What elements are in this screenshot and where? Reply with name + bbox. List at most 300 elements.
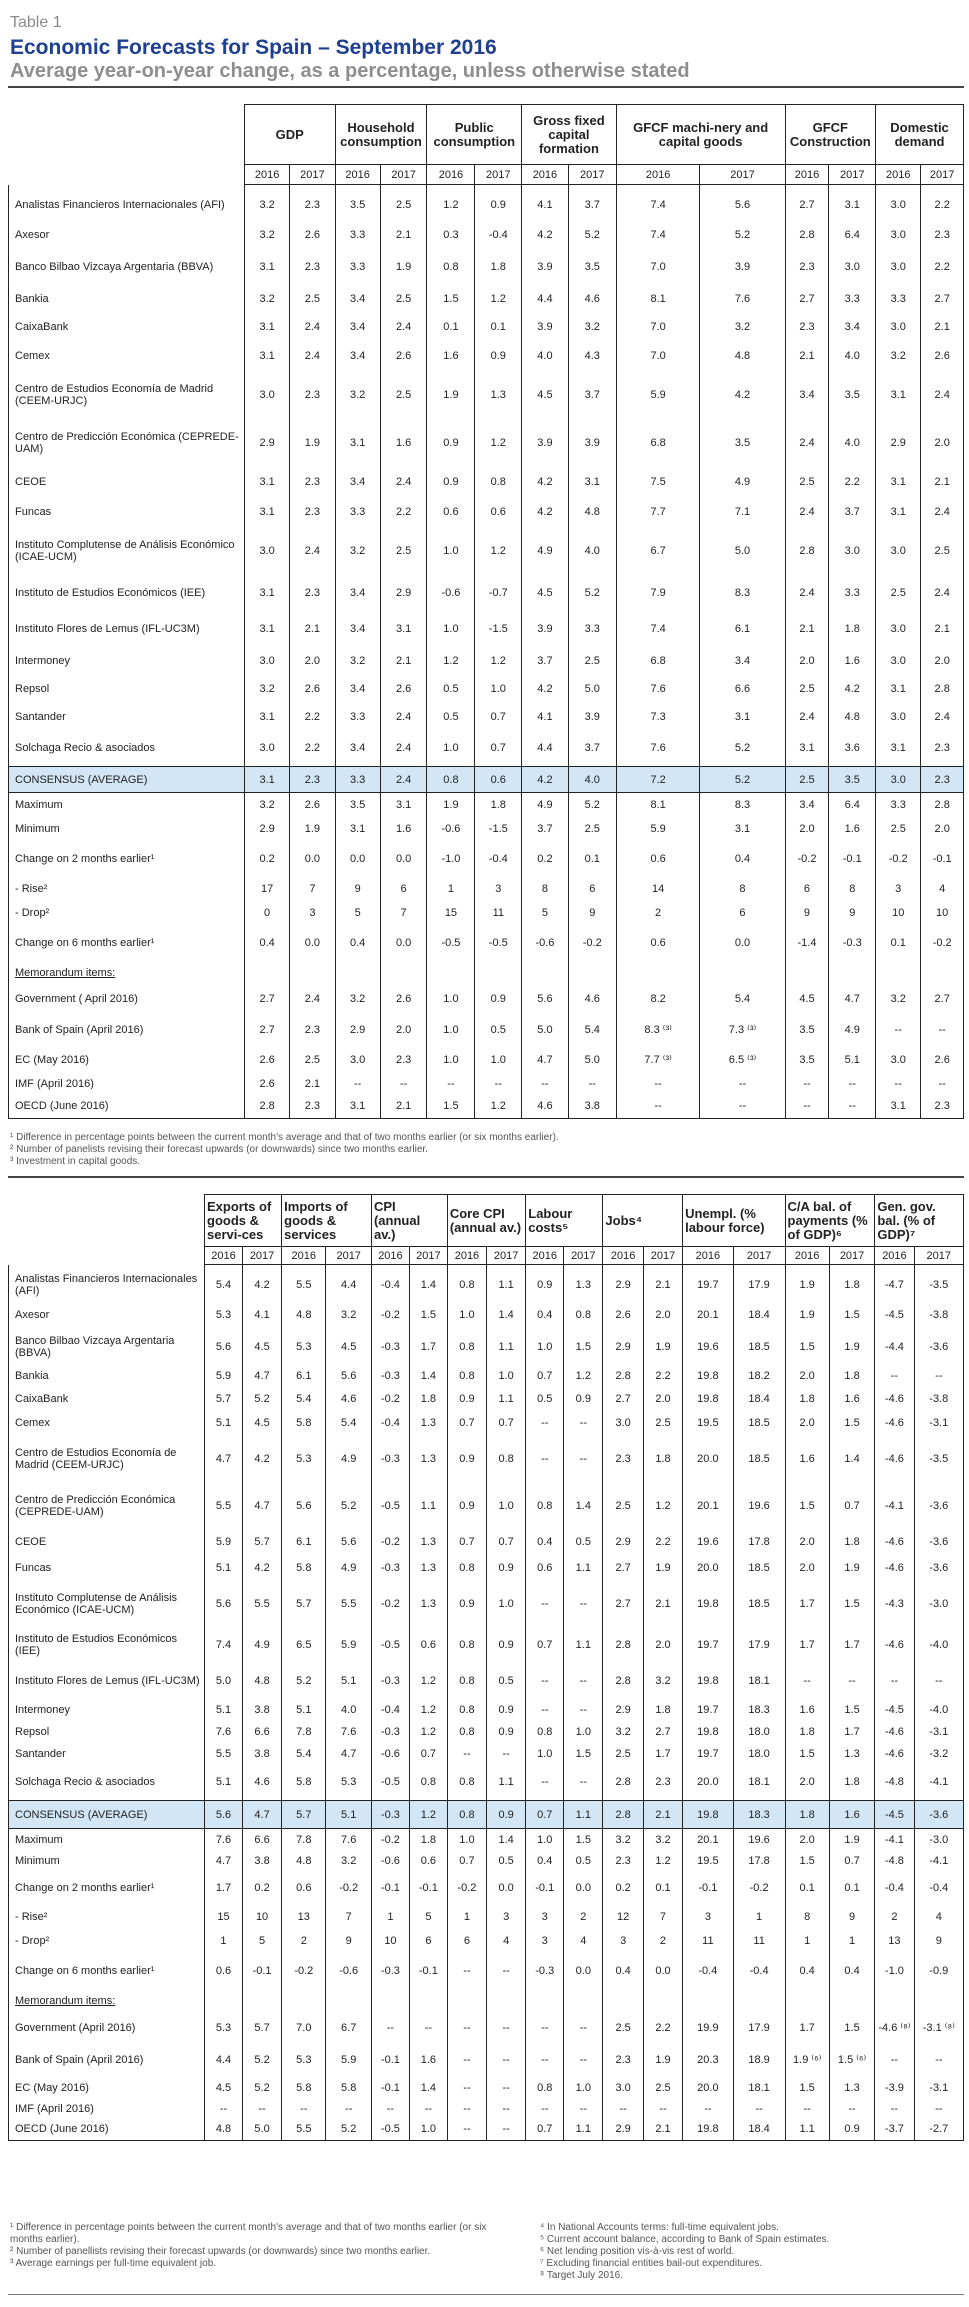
value-cell: 20.0 [683,1765,734,1801]
value-cell: 0.7 [829,1851,875,1871]
value-cell: 1.0 [564,1721,603,1743]
empty-cell [380,961,427,985]
row-label: Bankia [9,1365,205,1387]
value-cell: 3.1 [244,767,289,793]
value-cell: 11 [683,1929,734,1953]
value-cell: 3.7 [522,817,569,841]
value-cell: 3.2 [700,313,785,341]
value-cell: 19.8 [683,2119,734,2141]
table1-footnotes [10,1132,910,1168]
value-cell: 3.3 [829,575,876,611]
value-cell: 0.6 [205,1953,243,1989]
value-cell: 0.9 [427,467,475,497]
value-cell: 2.0 [785,817,829,841]
value-cell: -0.9 [914,1953,963,1989]
value-cell: 1.1 [487,1265,526,1301]
value-cell: 1.1 [564,1801,603,1829]
value-cell: 2.7 [785,185,829,221]
value-cell: 0.8 [526,1483,564,1529]
value-cell: 4.2 [522,675,569,703]
empty-cell [522,961,569,985]
value-cell: -0.6 [371,1851,409,1871]
value-cell: 2.4 [380,703,427,731]
table-row [9,1871,964,1905]
value-cell: 0.2 [522,841,569,877]
memo-heading: Memorandum items: [9,961,245,985]
value-cell: 0.4 [335,925,380,961]
value-cell: -4.5 [875,1699,914,1721]
value-cell: 0.8 [447,1721,486,1743]
row-label: CONSENSUS (AVERAGE) [9,767,245,793]
table-row [9,249,964,285]
year-header: 2016 [282,1247,326,1265]
value-cell: 3 [475,877,522,901]
table-row [9,675,964,703]
column-group-header: Gen. gov. bal. (% of GDP)⁷ [875,1195,964,1247]
value-cell: 5.3 [282,2043,326,2077]
value-cell: 19.7 [683,1627,734,1663]
value-cell: 1.0 [526,1829,564,1851]
value-cell: 0.1 [643,1871,682,1905]
value-cell: -0.3 [371,1721,409,1743]
value-cell: 7.0 [616,313,700,341]
value-cell: 11 [475,901,522,925]
value-cell: 7.0 [282,2013,326,2043]
value-cell: 7.4 [616,221,700,249]
value-cell: 0.8 [526,1721,564,1743]
value-cell: 3.1 [244,703,289,731]
value-cell: 18.4 [733,1387,785,1411]
value-cell: 2.3 [603,1435,643,1483]
value-cell: 1.3 [409,1529,447,1555]
value-cell: 4.8 [242,1663,281,1699]
value-cell: 7.4 [205,1627,243,1663]
column-group-header: CPI (annual av.) [371,1195,447,1247]
value-cell: 1.3 [475,371,522,419]
value-cell: 0.9 [487,1721,526,1743]
row-label: IMF (April 2016) [9,1073,245,1095]
value-cell: 3.5 [785,1013,829,1047]
value-cell: 5.1 [205,1699,243,1721]
value-cell: -0.6 [371,1743,409,1765]
value-cell: 13 [875,1929,914,1953]
value-cell: 2.6 [921,1047,964,1073]
value-cell: 3.2 [326,1851,372,1871]
value-cell: 3.7 [829,497,876,527]
value-cell: 3.2 [335,647,380,675]
row-label: Instituto Complutense de Análisis Económico (ICAE-UCM) [9,527,245,575]
value-cell: 19.9 [683,2013,734,2043]
value-cell: 0.8 [447,1555,486,1581]
row-label: EC (May 2016) [9,2077,205,2099]
value-cell: -4.6 [875,1411,914,1435]
table-row [9,1699,964,1721]
table-row [9,1483,964,1529]
value-cell: 6.4 [829,793,876,817]
year-header: 2017 [733,1247,785,1265]
row-label: Government (April 2016) [9,2013,205,2043]
value-cell: -3.8 [914,1387,963,1411]
value-cell: 18.1 [733,2077,785,2099]
value-cell: 0.8 [447,1663,486,1699]
value-cell: 19.6 [733,1829,785,1851]
value-cell: 0.1 [785,1871,829,1905]
value-cell: -1.0 [875,1953,914,1989]
empty-cell [447,1989,486,2013]
row-label: Maximum [9,1829,205,1851]
value-cell: -- [282,2099,326,2119]
value-cell: 2.0 [921,817,964,841]
value-cell: 7.6 [616,731,700,767]
value-cell: -- [829,2099,875,2119]
value-cell: 3.2 [643,1829,682,1851]
value-cell: 7 [290,877,335,901]
table-row [9,1905,964,1929]
value-cell: 5.6 [282,1483,326,1529]
table-row [9,1929,964,1953]
table-row [9,2099,964,2119]
value-cell: 1.7 [643,1743,682,1765]
value-cell: -- [526,1699,564,1721]
value-cell: 2.8 [603,1663,643,1699]
value-cell: 2.6 [921,341,964,371]
value-cell: 0.0 [487,1871,526,1905]
value-cell: 8.3 [700,793,785,817]
value-cell: -1.0 [427,841,475,877]
value-cell: 19.7 [683,1699,734,1721]
value-cell: 4.6 [522,1095,569,1119]
value-cell: -0.1 [371,2077,409,2099]
value-cell: 18.5 [733,1329,785,1365]
value-cell: 1.4 [409,2077,447,2099]
value-cell: 6.8 [616,419,700,467]
value-cell: 2.3 [290,767,335,793]
value-cell: 2.0 [785,1765,829,1801]
value-cell: -3.0 [914,1829,963,1851]
value-cell: 1.1 [785,2119,829,2141]
table-row [9,185,964,221]
value-cell: 3.8 [242,1699,281,1721]
row-label: Change on 6 months earlier¹ [9,925,245,961]
table-row [9,2119,964,2141]
value-cell: 3.3 [335,221,380,249]
value-cell: -0.4 [475,221,522,249]
footnote: ¹ Difference in percentage points between the current month's average and that of two months earlier (or six months earlier). [10,1132,559,1143]
value-cell: 3.2 [244,185,289,221]
footnote: ⁵ Current account balance, according to Bank of Spain estimates. [540,2234,830,2245]
value-cell: 6 [409,1929,447,1953]
value-cell: 6.5 [282,1627,326,1663]
value-cell: 2.0 [380,1013,427,1047]
value-cell: 1.8 [829,1365,875,1387]
value-cell: 0.7 [487,1411,526,1435]
year-header: 2017 [829,165,876,185]
value-cell: 2.2 [921,249,964,285]
value-cell: -4.3 [875,1581,914,1627]
value-cell: -3.6 [914,1329,963,1365]
column-group-header: GDP [244,105,335,165]
value-cell: 1.1 [487,1387,526,1411]
value-cell: 3.1 [244,467,289,497]
table-row [9,1365,964,1387]
value-cell: -- [522,1073,569,1095]
value-cell: 7.9 [616,575,700,611]
table-row [9,1013,964,1047]
year-header: 2016 [371,1247,409,1265]
value-cell: -4.6 [875,1627,914,1663]
value-cell: 1.2 [643,1483,682,1529]
row-label: Axesor [9,1301,205,1329]
row-label: EC (May 2016) [9,1047,245,1073]
value-cell: 4.9 [522,793,569,817]
value-cell: 1.0 [526,1743,564,1765]
footnote: ¹ Difference in percentage points between the current month's average and that of two months earlier (or six months earlier). [10,2222,487,2245]
empty-cell [829,961,876,985]
value-cell: 3.2 [335,527,380,575]
value-cell: 3.1 [244,341,289,371]
value-cell: -- [487,2077,526,2099]
value-cell: 1.0 [427,611,475,647]
value-cell: 9 [785,901,829,925]
value-cell: 2.0 [785,1411,829,1435]
value-cell: 2.4 [380,313,427,341]
value-cell: 1.5 [829,1581,875,1627]
value-cell: 1.6 [380,817,427,841]
empty-cell [487,1989,526,2013]
value-cell: 4.2 [242,1265,281,1301]
year-header: 2016 [785,165,829,185]
value-cell: 3.8 [242,1743,281,1765]
value-cell: 2.3 [921,731,964,767]
value-cell: 3.2 [568,313,616,341]
value-cell: 5.7 [242,2013,281,2043]
table-row [9,1329,964,1365]
value-cell: 1.2 [409,1663,447,1699]
value-cell: -0.1 [526,1871,564,1905]
value-cell: -- [447,1743,486,1765]
column-group-header: GFCF Construction [785,105,876,165]
value-cell: 0.9 [475,185,522,221]
year-header: 2017 [568,165,616,185]
value-cell: 0.7 [829,1483,875,1529]
value-cell: 0.9 [526,1265,564,1301]
value-cell: 1.2 [475,647,522,675]
value-cell: 4.8 [282,1301,326,1329]
value-cell: 7.6 [616,675,700,703]
value-cell: 11 [733,1929,785,1953]
value-cell: -0.5 [371,1765,409,1801]
value-cell: 4.9 [700,467,785,497]
value-cell: -0.3 [371,1329,409,1365]
value-cell: 2.6 [244,1073,289,1095]
value-cell: 2.8 [921,793,964,817]
value-cell: 1.7 [409,1329,447,1365]
value-cell: 5.1 [205,1765,243,1801]
value-cell: 2.9 [380,575,427,611]
empty-cell [568,961,616,985]
value-cell: 2.5 [380,285,427,313]
value-cell: 1.0 [475,1047,522,1073]
value-cell: 1.9 [643,1329,682,1365]
value-cell: -4.6 [875,1387,914,1411]
year-header: 2016 [683,1247,734,1265]
value-cell: 0.4 [603,1953,643,1989]
table-row [9,901,964,925]
value-cell: 3.9 [700,249,785,285]
year-header: 2017 [487,1247,526,1265]
header-corner [9,1247,205,1265]
value-cell: 2.8 [603,1627,643,1663]
year-header: 2016 [205,1247,243,1265]
value-cell: 10 [371,1929,409,1953]
value-cell: 5.4 [700,985,785,1013]
value-cell: 8 [522,877,569,901]
value-cell: 1 [785,1929,829,1953]
value-cell: 18.0 [733,1743,785,1765]
value-cell: -- [526,2043,564,2077]
value-cell: 3.0 [244,371,289,419]
year-header: 2017 [475,165,522,185]
row-label: IMF (April 2016) [9,2099,205,2119]
value-cell: -- [568,1073,616,1095]
value-cell: 19.7 [683,1265,734,1301]
value-cell: 2.0 [785,1829,829,1851]
value-cell: 20.0 [683,2077,734,2099]
year-header: 2017 [326,1247,372,1265]
value-cell: 1.7 [785,1627,829,1663]
value-cell: 3.1 [876,731,921,767]
value-cell: -- [326,2099,372,2119]
value-cell: 2.5 [380,371,427,419]
value-cell: 1.0 [427,1047,475,1073]
value-cell: 0.5 [427,703,475,731]
value-cell: -3.6 [914,1483,963,1529]
value-cell: 5.5 [205,1743,243,1765]
value-cell: -0.5 [371,1483,409,1529]
table-row [9,1047,964,1073]
value-cell: 8.2 [616,985,700,1013]
value-cell: 1.1 [564,1555,603,1581]
value-cell: 4.5 [242,1411,281,1435]
value-cell: 18.9 [733,2043,785,2077]
value-cell: 2.3 [921,1095,964,1119]
value-cell: 2.9 [244,817,289,841]
value-cell: 1.2 [409,1721,447,1743]
top-divider [8,86,964,88]
value-cell: 6 [700,901,785,925]
value-cell: 2.3 [785,249,829,285]
value-cell: 0.9 [447,1435,486,1483]
value-cell: -- [603,2099,643,2119]
value-cell: 4.8 [205,2119,243,2141]
table-row [9,1529,964,1555]
value-cell: 3.3 [876,285,921,313]
value-cell: 20.1 [683,1829,734,1851]
value-cell: 3.5 [829,371,876,419]
table-row [9,925,964,961]
value-cell: -- [475,1073,522,1095]
value-cell: -3.1 ⁽⁸⁾ [914,2013,963,2043]
value-cell: 4.4 [326,1265,372,1301]
value-cell: 5.0 [522,1013,569,1047]
value-cell: 7.6 [700,285,785,313]
value-cell: 1.5 [564,1829,603,1851]
value-cell: 2.7 [603,1387,643,1411]
value-cell: 2.4 [380,767,427,793]
value-cell: 1.7 [829,1627,875,1663]
value-cell: 3.4 [335,467,380,497]
value-cell: -- [616,1073,700,1095]
empty-cell [643,1989,682,2013]
value-cell: 3.1 [785,731,829,767]
value-cell: 1.4 [829,1435,875,1483]
value-cell: 5.1 [205,1411,243,1435]
table-row [9,419,964,467]
value-cell: 0.9 [487,1801,526,1829]
value-cell: 5.9 [205,1365,243,1387]
footnote: ⁸ Target July 2016. [540,2270,623,2281]
value-cell: -- [205,2099,243,2119]
value-cell: 0.8 [447,1365,486,1387]
value-cell: -- [876,1073,921,1095]
table-row [9,1435,964,1483]
value-cell: 2.3 [603,1851,643,1871]
table-row [9,793,964,817]
value-cell: 3.0 [876,647,921,675]
table-row [9,1581,964,1627]
empty-cell [683,1989,734,2013]
value-cell: 20.0 [683,1435,734,1483]
value-cell: 3.0 [876,313,921,341]
value-cell: 0.7 [487,1529,526,1555]
value-cell: -- [875,2099,914,2119]
value-cell: 5.2 [242,2077,281,2099]
value-cell: 4.9 [522,527,569,575]
value-cell: 2.6 [244,1047,289,1073]
value-cell: 1 [427,877,475,901]
value-cell: 2.7 [921,985,964,1013]
value-cell: 5.8 [282,1765,326,1801]
value-cell: 1.8 [643,1435,682,1483]
empty-cell [914,1989,963,2013]
value-cell: 5.3 [282,1435,326,1483]
value-cell: 4.5 [785,985,829,1013]
value-cell: 5.8 [282,1411,326,1435]
value-cell: -- [487,2119,526,2141]
value-cell: 3.2 [244,675,289,703]
value-cell: 5.2 [568,793,616,817]
empty-cell [326,1989,372,2013]
value-cell: 2.1 [785,611,829,647]
value-cell: 5.4 [282,1743,326,1765]
value-cell: 4.5 [242,1329,281,1365]
row-label: Cemex [9,1411,205,1435]
value-cell: 0.5 [475,1013,522,1047]
value-cell: 3.1 [876,371,921,419]
value-cell: -0.1 [829,841,876,877]
value-cell: -3.6 [914,1529,963,1555]
value-cell: 2.3 [290,467,335,497]
value-cell: 4.6 [242,1765,281,1801]
value-cell: -- [700,1095,785,1119]
value-cell: -- [876,1013,921,1047]
empty-cell [829,1989,875,2013]
empty-cell [427,961,475,985]
row-label: Axesor [9,221,245,249]
value-cell: 7.7 [616,497,700,527]
value-cell: 5.4 [568,1013,616,1047]
value-cell: 4.7 [242,1483,281,1529]
